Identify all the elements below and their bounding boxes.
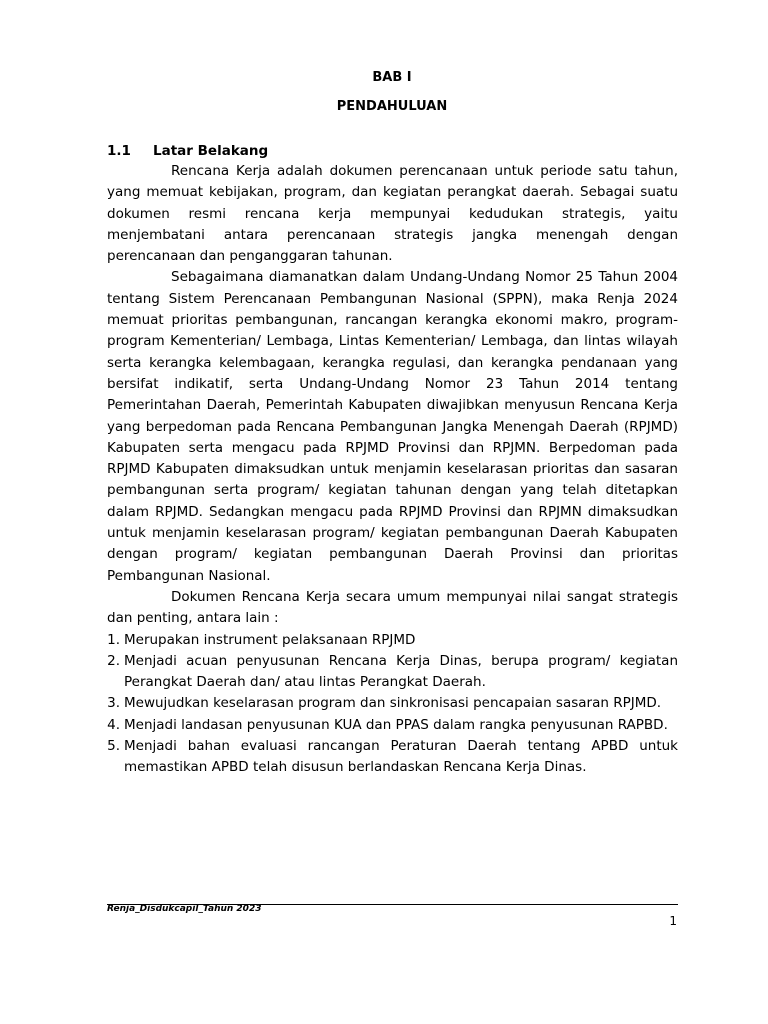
list-item-text: Mewujudkan keselarasan program dan sinkronisasi pencapaian sasaran RPJMD. bbox=[124, 695, 662, 712]
paragraph: Rencana Kerja adalah dokumen perencanaan untuk periode satu tahun, yang memuat kebijakan, program, dan kegiatan perangkat daerah. Sebagai suatu dokumen resmi rencana kerja mempunyai kedudukan strategis, yaitu menjembatani antara perencanaan strategis jangka menengah dengan perencanaan dan penganggaran tahunan. bbox=[107, 163, 678, 265]
list-item bbox=[107, 736, 678, 779]
body-text bbox=[107, 161, 678, 779]
section-number: 1.1 bbox=[107, 143, 131, 159]
list-item-text: Merupakan instrument pelaksanaan RPJMD bbox=[124, 631, 416, 648]
list-item-text: Menjadi acuan penyusunan Rencana Kerja Dinas, berupa program/ kegiatan Perangkat Daerah dan/ atau lintas Perangkat Daerah. bbox=[124, 652, 678, 691]
list-item bbox=[107, 651, 678, 694]
chapter-title: PENDAHULUAN bbox=[336, 99, 448, 114]
chapter-number: BAB I bbox=[372, 70, 412, 85]
list-item bbox=[107, 693, 678, 714]
list-item bbox=[107, 630, 678, 651]
section-heading bbox=[107, 142, 268, 160]
list-item-text: Menjadi bahan evaluasi rancangan Peraturan Daerah tentang APBD untuk memastikan APBD telah disusun berlandaskan Rencana Kerja Dinas. bbox=[124, 738, 678, 776]
list-item bbox=[107, 715, 678, 736]
footer-document-name: Renja_Disdukcapil_Tahun 2023 bbox=[107, 904, 262, 914]
numbered-list bbox=[107, 630, 678, 779]
list-item-text: Menjadi landasan penyusunan KUA dan PPAS dalam rangka penyusunan RAPBD. bbox=[124, 716, 668, 733]
list-marker: 5. bbox=[107, 738, 120, 755]
page-number: 1 bbox=[669, 914, 677, 928]
paragraph: Sebagaimana diamanatkan dalam Undang-Undang Nomor 25 Tahun 2004 tentang Sistem Perencanaan Pembangunan Nasional (SPPN), maka Renja 2024 memuat prioritas pembangunan, rancangan kerangka ekonomi makro, program-program Kementerian/ Lembaga, Lintas Kementerian/ Lembaga, dan lintas wilayah serta kerangka kelembagaan, kerangka regulasi, dan kerangka pendanaan yang bersifat indikatif, serta Undang-Undang Nomor 23 Tahun 2014 tentang Pemerintahan Daerah, Pemerintah Kabupaten diwajibkan menyusun Rencana Kerja yang berpedoman pada Rencana Pembangunan Jangka Menengah Daerah (RPJMD) Kabupaten serta mengacu pada RPJMD Provinsi dan RPJMN. Berpedoman pada RPJMD Kabupaten dimaksudkan untuk menjamin keselarasan prioritas dan sasaran pembangunan serta program/ kegiatan tahunan dengan yang telah ditetapkan dalam RPJMD. Sedangkan mengacu pada RPJMD Provinsi dan RPJMN dimaksudkan untuk menjamin keselarasan program/ kegiatan pembangunan Daerah Kabupaten dengan program/ kegiatan pembangunan Daerah Provinsi dan prioritas Pembangunan Nasional. bbox=[107, 269, 678, 584]
list-marker: 3. bbox=[107, 695, 120, 712]
paragraph: Dokumen Rencana Kerja secara umum mempunyai nilai sangat strategis dan penting, antara lain : bbox=[107, 588, 678, 627]
list-marker: 4. bbox=[107, 716, 120, 733]
list-marker: 1. bbox=[107, 631, 120, 648]
section-title: Latar Belakang bbox=[153, 143, 269, 159]
list-marker: 2. bbox=[107, 652, 120, 669]
